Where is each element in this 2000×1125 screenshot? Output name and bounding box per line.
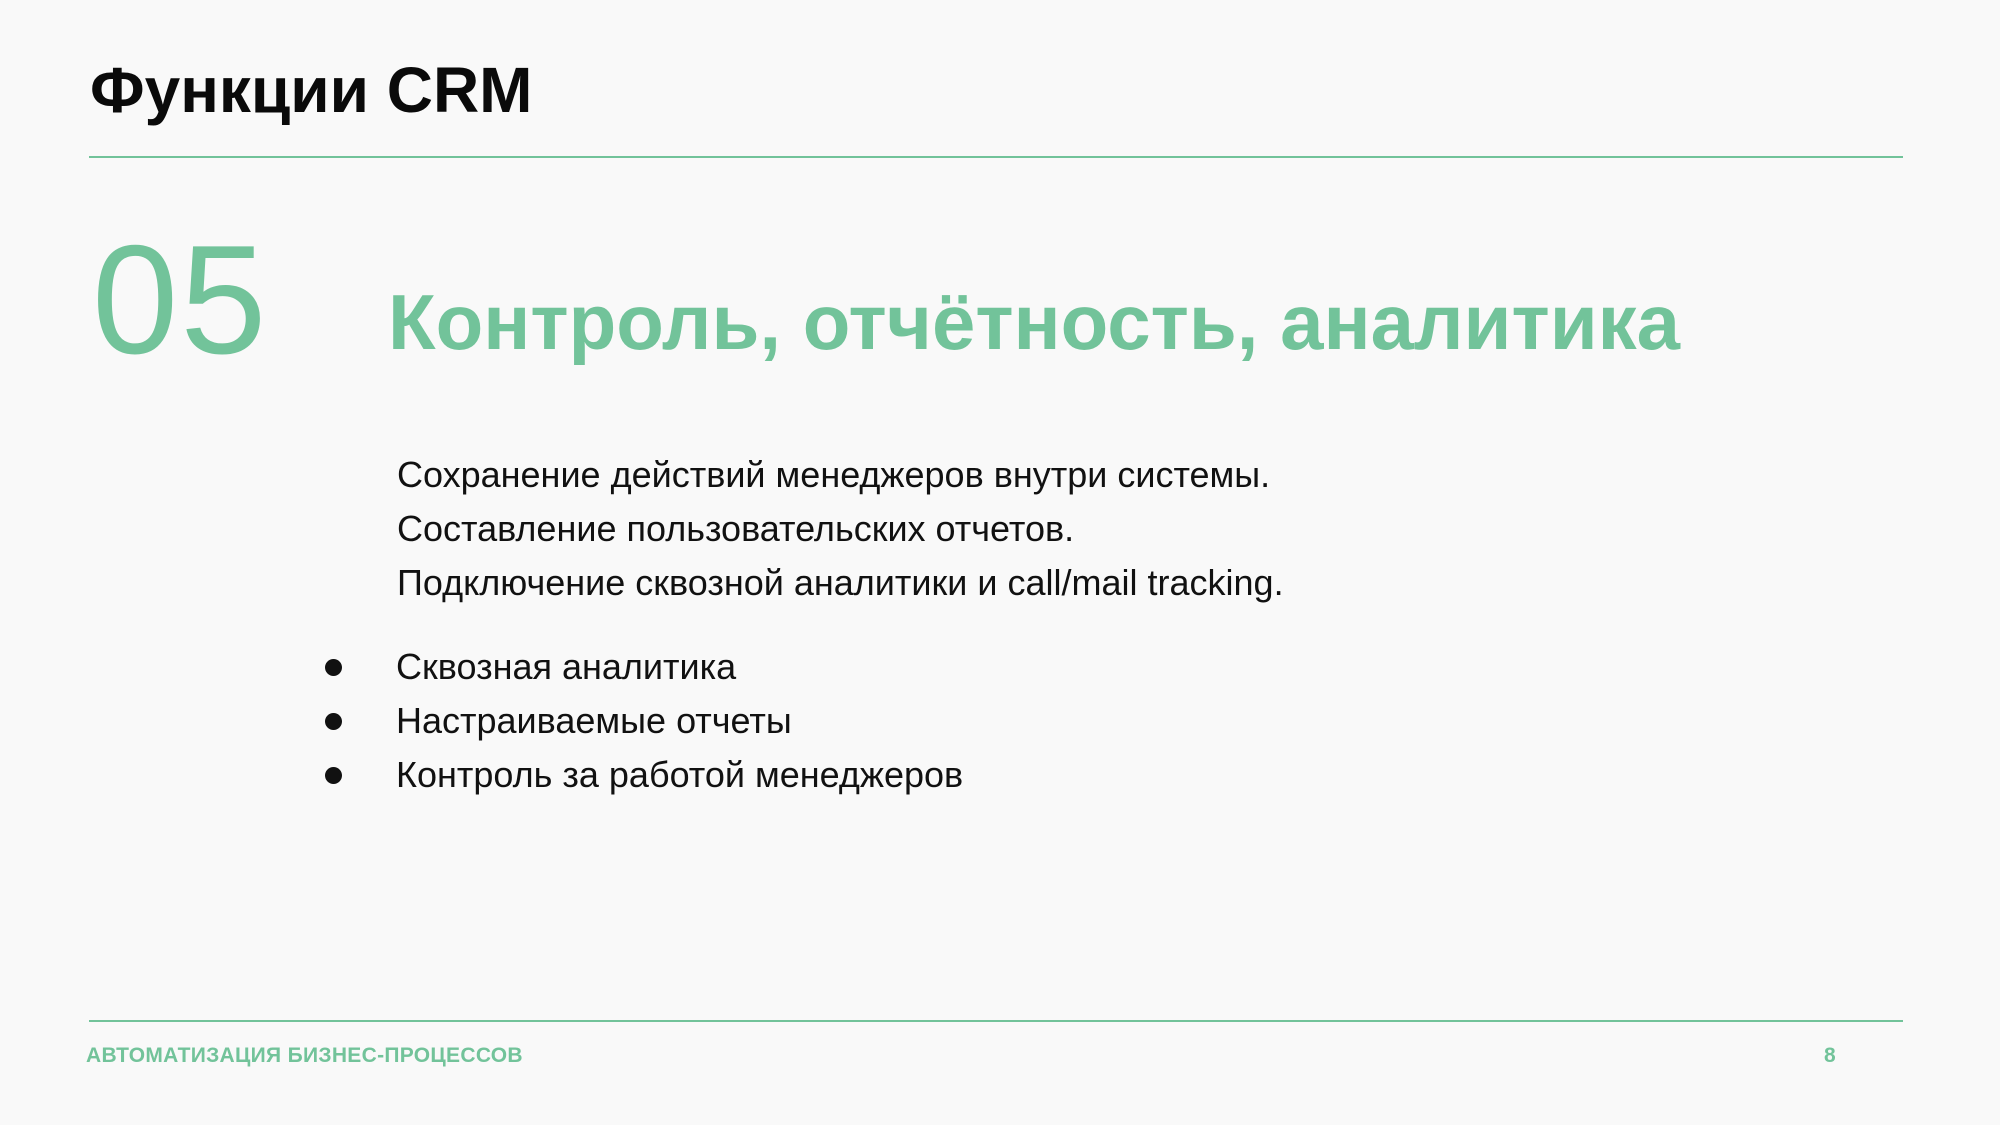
description-line: Составление пользовательских отчетов. [397,508,1075,549]
bullet-dot-icon [325,767,342,784]
section-number: 05 [92,213,269,386]
bottom-divider [89,1020,1903,1022]
bullet-dot-icon [325,713,342,730]
bullet-item [320,694,963,748]
bullet-text: Сквозная аналитика [396,646,737,687]
bullet-text: Настраиваемые отчеты [396,700,792,741]
footer-label: АВТОМАТИЗАЦИЯ БИЗНЕС-ПРОЦЕССОВ [86,1044,523,1067]
description-line: Сохранение действий менеджеров внутри системы. [397,454,1271,495]
feature-bullet-list [320,640,963,802]
bullet-text: Контроль за работой менеджеров [396,754,964,795]
section-description [397,448,1284,610]
section-heading: Контроль, отчётность, аналитика [388,278,1681,366]
bullet-item [320,748,963,802]
top-divider [89,156,1903,158]
slide-title: Функции CRM [90,54,533,126]
description-line: Подключение сквозной аналитики и call/mail tracking. [397,562,1284,603]
page-number: 8 [1824,1044,1836,1067]
bullet-item [320,640,963,694]
bullet-dot-icon [325,659,342,676]
